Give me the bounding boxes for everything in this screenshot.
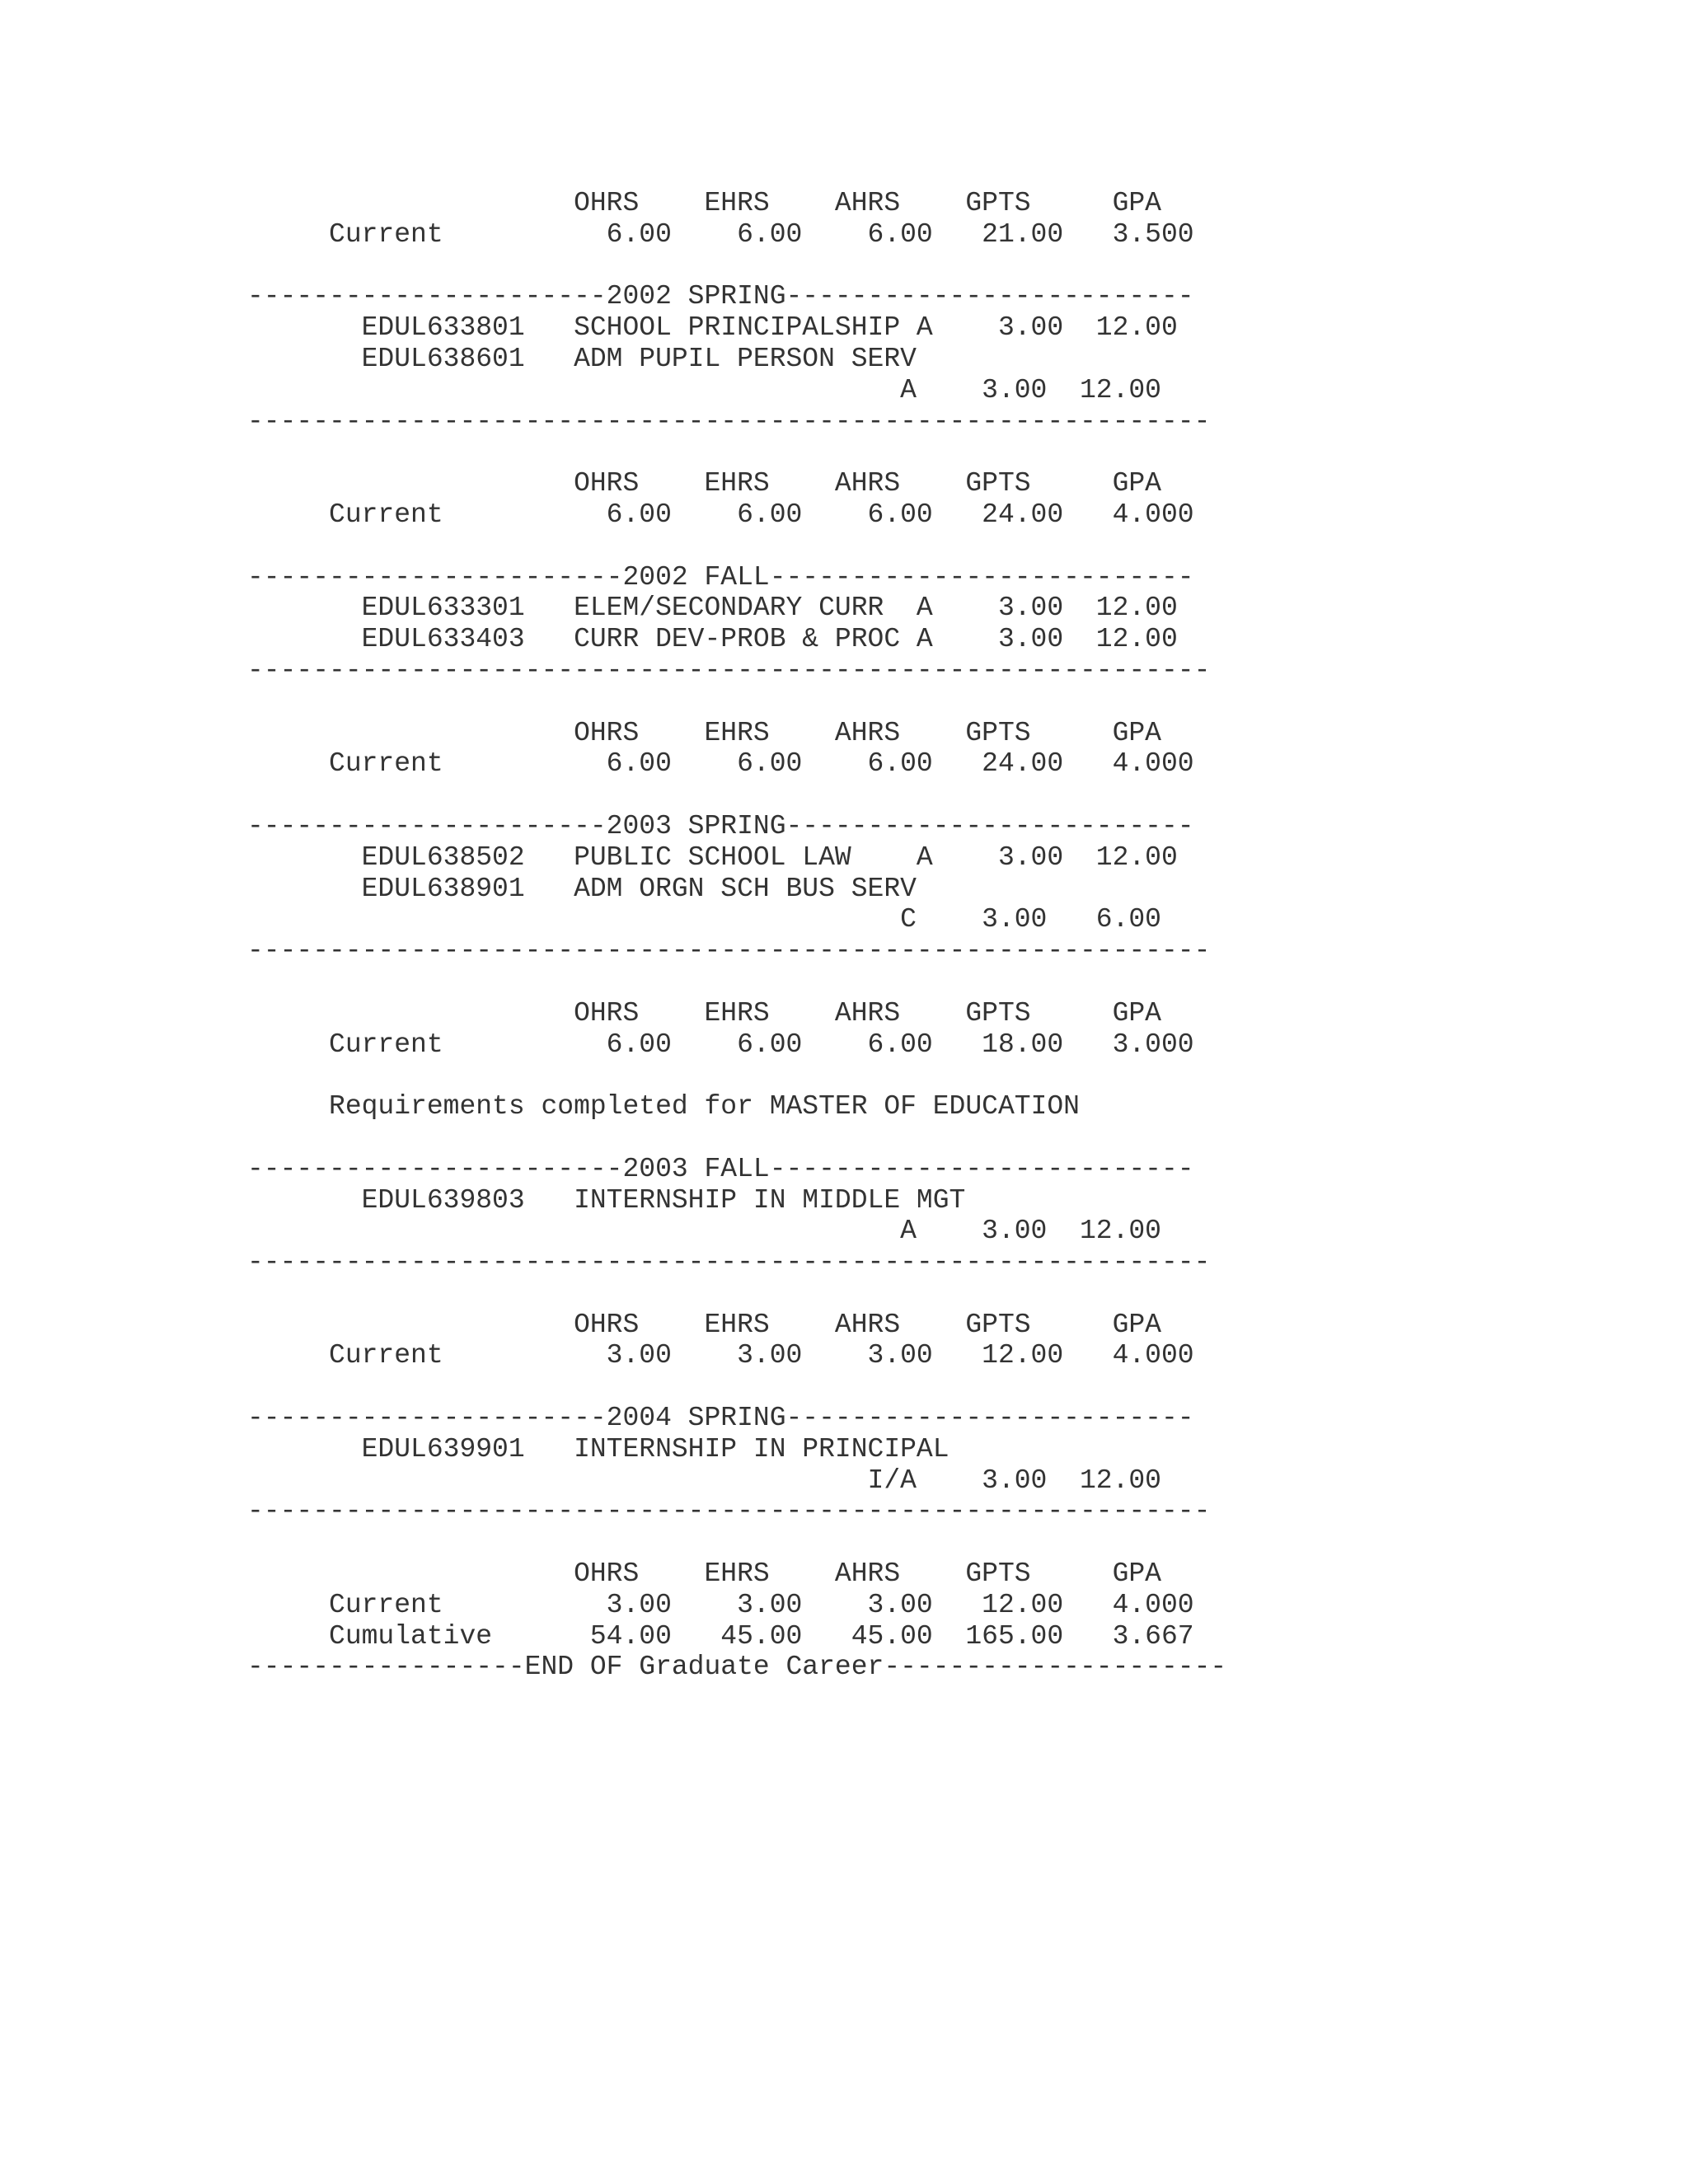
transcript-line: Current 6.00 6.00 6.00 24.00 4.000	[247, 748, 1194, 780]
transcript-line: -----------------------2002 FALL--------------------------	[247, 561, 1194, 593]
transcript-text	[247, 188, 1226, 1683]
transcript-line: EDUL639901 INTERNSHIP IN PRINCIPAL	[247, 1433, 950, 1465]
transcript-line	[247, 1060, 1226, 1091]
transcript-line: A 3.00 12.00	[247, 374, 1161, 405]
transcript-line: -----------------------------------------------------------	[247, 935, 1211, 967]
transcript-line: Current 6.00 6.00 6.00 18.00 3.000	[247, 1029, 1194, 1060]
transcript-line: Requirements completed for MASTER OF EDUCATION	[247, 1091, 1080, 1122]
transcript-line: EDUL633801 SCHOOL PRINCIPALSHIP A 3.00 12.00	[247, 312, 1178, 344]
transcript-line: EDUL633301 ELEM/SECONDARY CURR A 3.00 12.00	[247, 593, 1178, 624]
transcript-line	[247, 1527, 1226, 1558]
transcript-line: EDUL638502 PUBLIC SCHOOL LAW A 3.00 12.00	[247, 841, 1178, 873]
transcript-line: OHRS EHRS AHRS GPTS GPA	[247, 188, 1161, 218]
transcript-line: Current 3.00 3.00 3.00 12.00 4.000	[247, 1589, 1194, 1620]
transcript-line	[247, 1122, 1226, 1154]
transcript-line: Cumulative 54.00 45.00 45.00 165.00 3.667	[247, 1620, 1194, 1652]
transcript-line: OHRS EHRS AHRS GPTS GPA	[247, 997, 1161, 1029]
transcript-line: -----------------------------------------------------------	[247, 405, 1211, 437]
transcript-line: OHRS EHRS AHRS GPTS GPA	[247, 1309, 1161, 1340]
transcript-line: -----------------------------------------------------------	[247, 1496, 1211, 1527]
transcript-line	[247, 1371, 1226, 1403]
transcript-line	[247, 437, 1226, 468]
transcript-line: -----------------------------------------------------------	[247, 654, 1211, 686]
transcript-line: EDUL633403 CURR DEV-PROB & PROC A 3.00 12.00	[247, 624, 1178, 655]
transcript-line	[247, 1278, 1226, 1310]
transcript-line: Current 6.00 6.00 6.00 24.00 4.000	[247, 499, 1194, 530]
transcript-line	[247, 531, 1226, 562]
transcript-line: A 3.00 12.00	[247, 1216, 1161, 1247]
transcript-line: ----------------------2004 SPRING-------------------------	[247, 1403, 1194, 1434]
transcript-line: OHRS EHRS AHRS GPTS GPA	[247, 468, 1161, 499]
transcript-line: EDUL639803 INTERNSHIP IN MIDDLE MGT	[247, 1184, 966, 1216]
transcript-line: OHRS EHRS AHRS GPTS GPA	[247, 717, 1161, 748]
transcript-line	[247, 967, 1226, 998]
transcript-line: -----------------------------------------------------------	[247, 1247, 1211, 1278]
transcript-line: Current 6.00 6.00 6.00 21.00 3.500	[247, 218, 1194, 250]
transcript-line: -----------------------2003 FALL--------------------------	[247, 1153, 1194, 1184]
transcript-line: Current 3.00 3.00 3.00 12.00 4.000	[247, 1340, 1194, 1371]
transcript-line	[247, 687, 1226, 718]
transcript-line: EDUL638601 ADM PUPIL PERSON SERV	[247, 343, 917, 374]
transcript-line	[247, 251, 1226, 282]
transcript-line: EDUL638901 ADM ORGN SCH BUS SERV	[247, 873, 917, 904]
transcript-line: ----------------------2003 SPRING-------------------------	[247, 810, 1194, 841]
transcript-line: OHRS EHRS AHRS GPTS GPA	[247, 1558, 1161, 1590]
transcript-line: -----------------END OF Graduate Career---------------------	[247, 1652, 1227, 1683]
transcript-line: I/A 3.00 12.00	[247, 1465, 1161, 1496]
transcript-line: ----------------------2002 SPRING-------------------------	[247, 281, 1194, 312]
transcript-line	[247, 780, 1226, 811]
transcript-line: C 3.00 6.00	[247, 904, 1161, 935]
